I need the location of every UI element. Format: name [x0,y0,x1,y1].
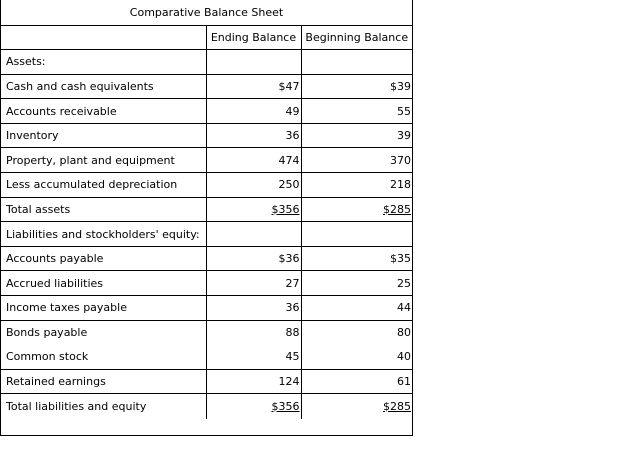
table-row [1,296,412,321]
row-label: Accounts payable [1,246,206,271]
ending-value: $36 [206,246,301,271]
row-label: Bonds payable [1,320,206,345]
table-row [1,74,412,99]
header-row [1,25,412,50]
table-row [1,99,412,124]
total-row [1,197,412,222]
ending-total-value: $356 [271,399,300,413]
row-label: Accounts receivable [1,99,206,124]
total-row [1,394,412,419]
beginning-value: 39 [301,123,412,148]
beginning-total-value: $285 [383,202,411,216]
table-row [1,173,412,198]
ending-value: 49 [206,99,301,124]
header-label-cell [1,25,206,50]
ending-value: 124 [206,369,301,394]
table-row [1,271,412,296]
beginning-value: 44 [301,296,412,321]
row-label: Income taxes payable [1,296,206,321]
beginning-value [301,50,412,75]
beginning-value: 55 [301,99,412,124]
ending-value: 88 [206,320,301,345]
row-label: Inventory [1,123,206,148]
ending-value: 45 [206,345,301,370]
table-row [1,246,412,271]
table-row [1,369,412,394]
beginning-value: $35 [301,246,412,271]
row-label: Cash and cash equivalents [1,74,206,99]
row-label: Common stock [1,345,206,370]
ending-value: 27 [206,271,301,296]
table-row [1,123,412,148]
section-header-row [1,222,412,247]
beginning-value: 40 [397,350,411,364]
ending-value: 250 [206,173,301,198]
row-label: Liabilities and stockholders' equity: [1,222,206,247]
beginning-value: 370 [301,148,412,173]
table-row [1,148,412,173]
header-beginning-balance: Beginning Balance [305,30,409,44]
beginning-value: 25 [301,271,412,296]
sheet-title: Comparative Balance Sheet [1,0,412,26]
ending-value: 36 [206,296,301,321]
ending-value: 36 [206,123,301,148]
beginning-value: $39 [301,74,412,99]
ending-total-value: $356 [271,202,300,216]
beginning-value: 218 [301,173,412,198]
table-row [1,320,412,345]
row-label: Less accumulated depreciation [1,173,206,198]
ending-value [206,222,301,247]
row-label: Retained earnings [1,369,206,394]
table-row [1,50,412,75]
ending-value: $47 [206,74,301,99]
beginning-value [301,222,412,247]
beginning-value: 80 [301,320,412,345]
balance-table [1,25,412,419]
row-label: Total assets [1,197,206,222]
row-label: Assets: [1,50,206,75]
table-row [1,345,412,370]
row-label: Property, plant and equipment [1,148,206,173]
beginning-value: 61 [301,369,412,394]
row-label: Accrued liabilities [1,271,206,296]
beginning-total-value: $285 [383,399,411,413]
ending-value: 474 [206,148,301,173]
row-label: Total liabilities and equity [1,394,206,419]
header-ending-balance: Ending Balance [206,25,301,50]
ending-value [206,50,301,75]
